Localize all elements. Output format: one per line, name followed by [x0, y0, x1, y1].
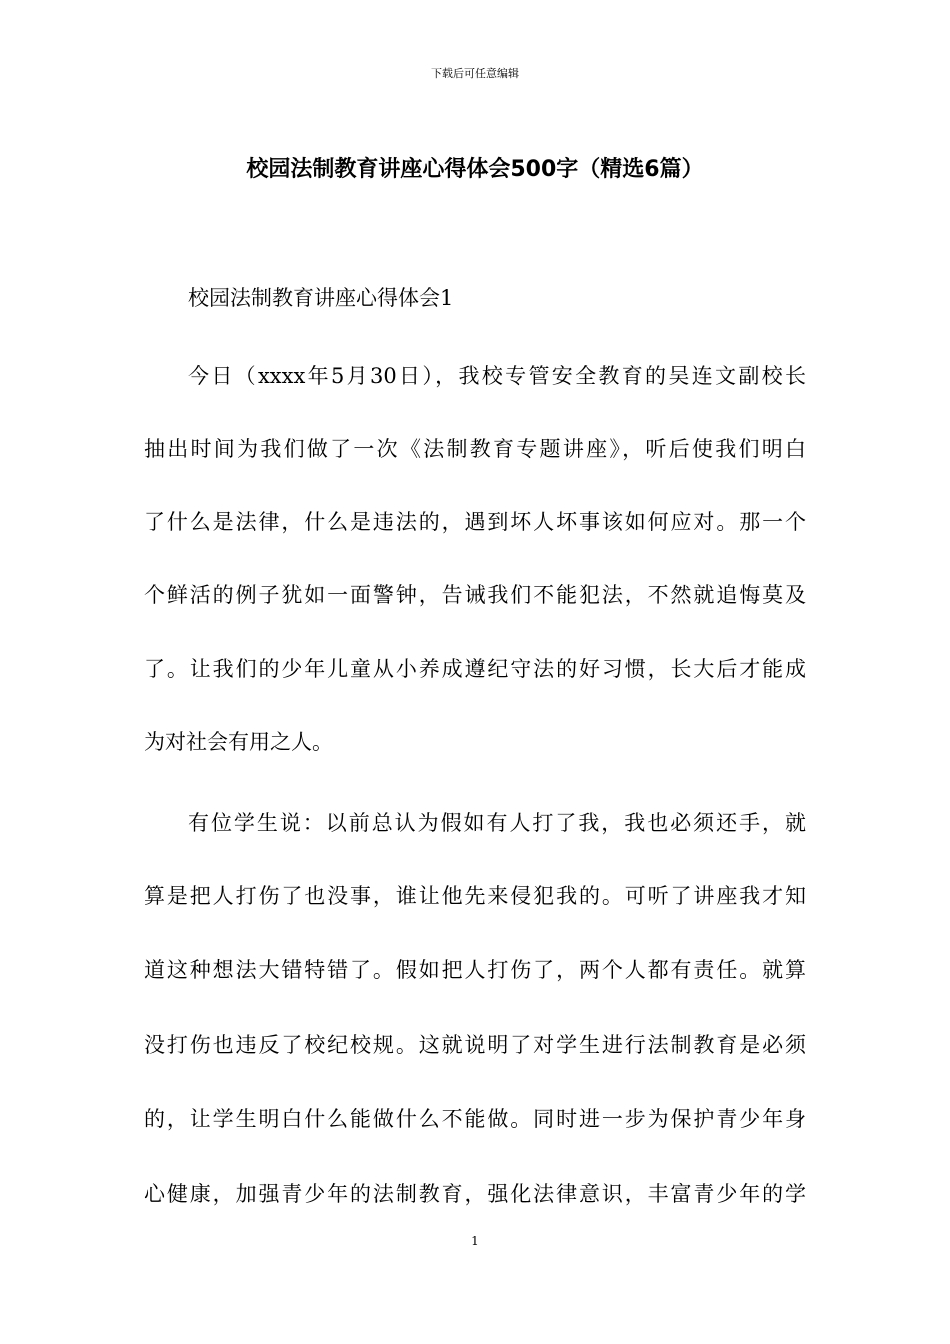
- page-number: 1: [471, 1234, 479, 1248]
- paragraph-line: 心健康，加强青少年的法制教育，强化法律意识，丰富青少年的学: [144, 1182, 806, 1206]
- header-note: 下载后可任意编辑: [431, 67, 519, 80]
- paragraph-line: 个鲜活的例子犹如一面警钟，告诫我们不能犯法，不然就追悔莫及: [144, 583, 806, 607]
- document-title: 校园法制教育讲座心得体会500字（精选6篇）: [246, 157, 704, 182]
- paragraph-line: 有位学生说：以前总认为假如有人打了我，我也必须还手，就: [188, 811, 806, 835]
- paragraph-line: 为对社会有用之人。: [144, 730, 333, 754]
- section-heading: 校园法制教育讲座心得体会1: [188, 286, 454, 310]
- paragraph-line: 道这种想法大错特错了。假如把人打伤了，两个人都有责任。就算: [144, 958, 806, 982]
- paragraph-line: 了。让我们的少年儿童从小养成遵纪守法的好习惯，长大后才能成: [144, 657, 806, 681]
- paragraph-line: 抽出时间为我们做了一次《法制教育专题讲座》，听后使我们明白: [144, 437, 806, 461]
- paragraph-line: 了什么是法律，什么是违法的，遇到坏人坏事该如何应对。那一个: [144, 510, 806, 534]
- paragraph-line: 没打伤也违反了校纪校规。这就说明了对学生进行法制教育是必须: [144, 1033, 806, 1057]
- paragraph-line: 算是把人打伤了也没事，谁让他先来侵犯我的。可听了讲座我才知: [144, 884, 806, 908]
- paragraph-line: 今日（xxxx年5月30日），我校专管安全教育的吴连文副校长: [188, 364, 806, 388]
- paragraph-line: 的，让学生明白什么能做什么不能做。同时进一步为保护青少年身: [144, 1107, 806, 1131]
